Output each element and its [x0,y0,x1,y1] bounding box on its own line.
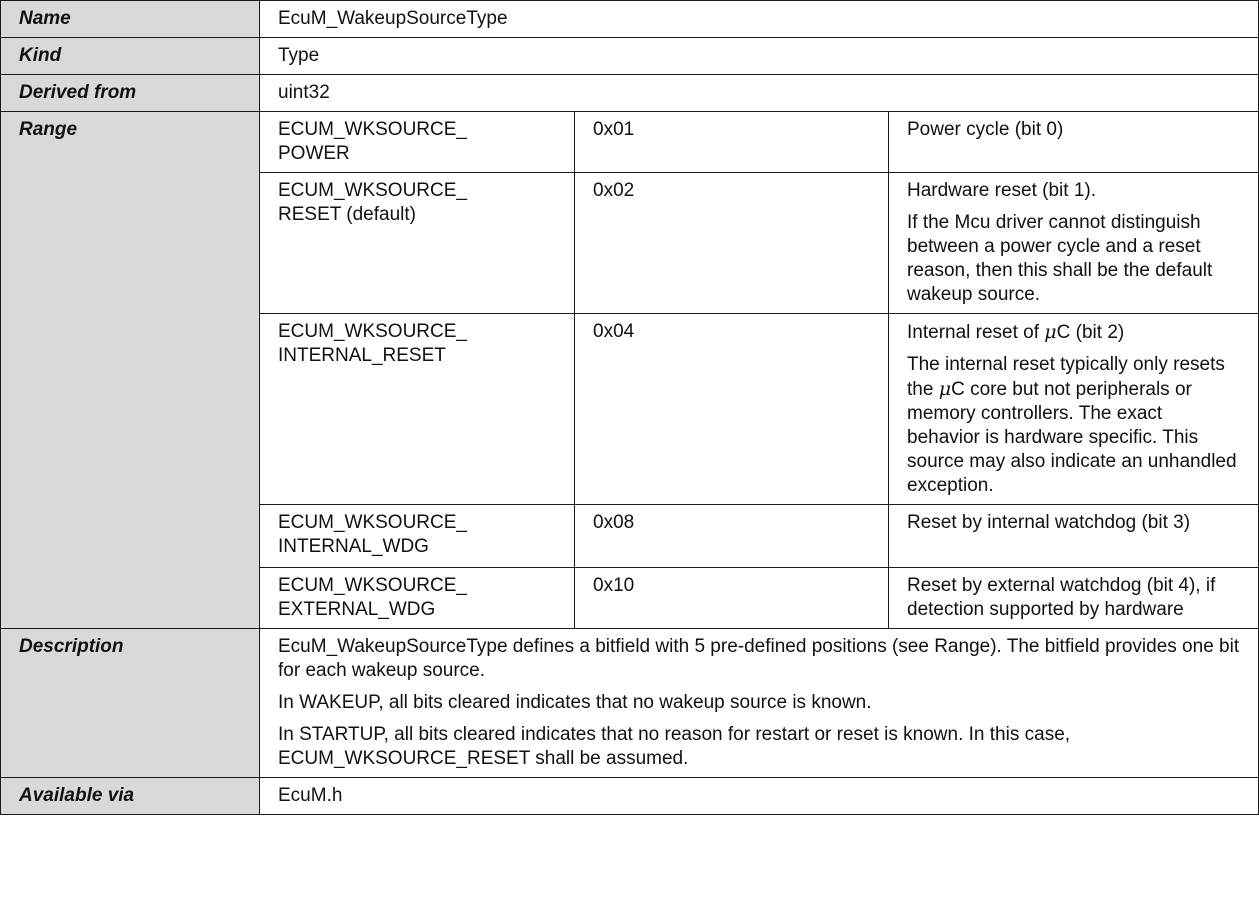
range-table [260,112,1258,628]
mu-symbol: μ [1044,321,1057,343]
range-symbol-line2: EXTERNAL_WDG [278,599,436,620]
range-value: 0x04 [575,314,889,505]
range-description [889,568,1259,629]
range-description [889,505,1259,568]
name-label: Name [1,1,260,38]
range-value: 0x08 [575,505,889,568]
derived-row [1,75,1259,112]
range-symbol-line1: ECUM_WKSOURCE_ [278,321,467,342]
available-row [1,778,1259,815]
range-symbol [260,568,575,629]
range-symbol [260,173,575,314]
range-entry [260,314,1258,505]
range-symbol-line1: ECUM_WKSOURCE_ [278,180,467,201]
range-desc-text: Power cycle (bit 0) [907,119,1064,140]
range-row [1,112,1259,629]
available-label: Available via [1,778,260,815]
description-paragraph: In STARTUP, all bits cleared indicates that no reason for restart or reset is known. In this case, ECUM_WKSOURCE_RESET shall be assumed. [278,724,1071,769]
description-paragraph: In WAKEUP, all bits cleared indicates that no wakeup source is known. [278,692,872,713]
kind-label: Kind [1,38,260,75]
range-desc-part: Internal reset of [907,322,1045,343]
name-value: EcuM_WakeupSourceType [260,1,1259,38]
kind-value: Type [260,38,1259,75]
range-desc-text: Hardware reset (bit 1). [907,180,1097,201]
description-paragraph: EcuM_WakeupSourceType defines a bitfield with 5 pre-defined positions (see Range). The bitfield provides one bit for each wakeup source. [278,636,1240,681]
range-symbol-line1: ECUM_WKSOURCE_ [278,575,467,596]
range-value: 0x01 [575,112,889,173]
derived-value: uint32 [260,75,1259,112]
range-description [889,173,1259,314]
range-desc-text [907,320,1240,345]
range-symbol-line1: ECUM_WKSOURCE_ [278,512,467,533]
range-symbol [260,505,575,568]
range-desc-text: Reset by external watchdog (bit 4), if detection supported by hardware [907,575,1216,620]
range-desc-text: If the Mcu driver cannot distinguish between a power cycle and a reset reason, then this shall be the default wakeup source. [907,212,1213,305]
range-label: Range [1,112,260,629]
derived-label: Derived from [1,75,260,112]
range-symbol-line2: RESET (default) [278,204,416,225]
range-entry [260,173,1258,314]
description-label: Description [1,629,260,778]
range-description [889,314,1259,505]
range-desc-part: The internal reset typically only resets the [907,354,1225,400]
range-symbol [260,112,575,173]
kind-row [1,38,1259,75]
range-entry [260,505,1258,568]
range-entry [260,568,1258,629]
range-symbol-line1: ECUM_WKSOURCE_ [278,119,467,140]
description-value [260,629,1259,778]
range-value: 0x10 [575,568,889,629]
available-value: EcuM.h [260,778,1259,815]
range-desc-part: C core but not peripherals or memory controllers. The exact behavior is hardware specific. This source may also indicate an unhandled exception. [907,379,1237,496]
range-symbol-line2: POWER [278,143,350,164]
range-value: 0x02 [575,173,889,314]
range-symbol-line2: INTERNAL_WDG [278,536,429,557]
range-desc-text: Reset by internal watchdog (bit 3) [907,512,1191,533]
range-symbol-line2: INTERNAL_RESET [278,345,446,366]
range-entry [260,112,1258,173]
range-description [889,112,1259,173]
mu-symbol: μ [938,378,952,400]
range-desc-text [907,353,1240,498]
range-symbol [260,314,575,505]
range-cell [260,112,1259,629]
range-desc-part: C (bit 2) [1056,322,1125,343]
name-row [1,1,1259,38]
description-row [1,629,1259,778]
